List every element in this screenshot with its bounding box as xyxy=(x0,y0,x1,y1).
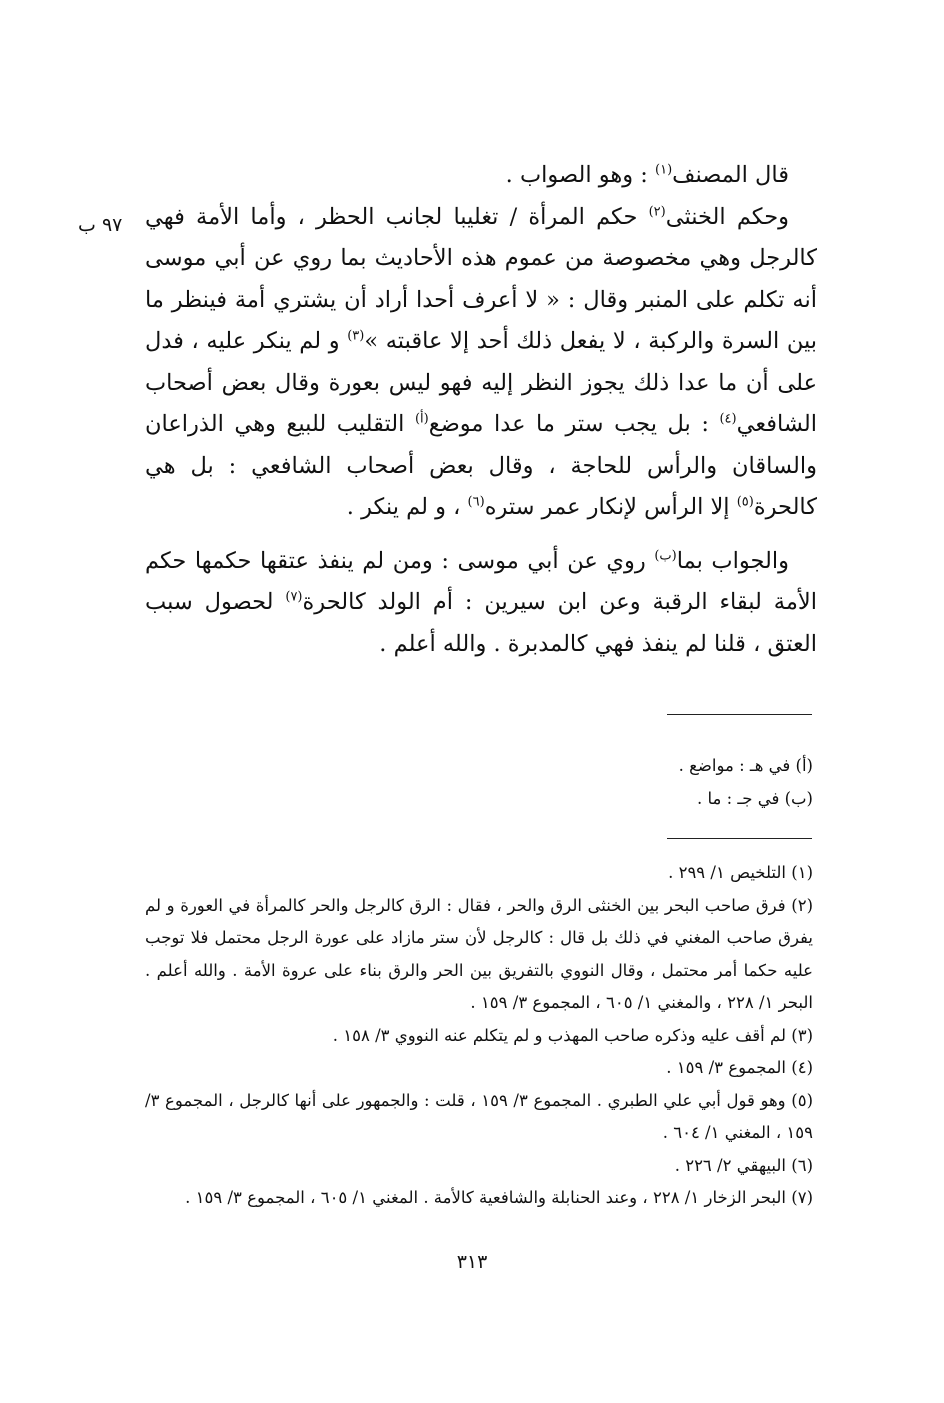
variant-ref-b[interactable]: (ب) xyxy=(654,548,677,563)
footnotes-divider xyxy=(667,838,812,839)
text-run: ، و لم ينكر . xyxy=(346,494,468,520)
footnote-5: (٥) وهو قول أبي علي الطبري . المجموع ٣/ ١٥٩ ، قلت : والجمهور على أنها كالرجل ، المجموع ٣/ ١٥٩ ، المغني ١/ ٦٠٤ . xyxy=(145,1090,813,1142)
footnote-ref-2[interactable]: (٢) xyxy=(648,204,666,219)
footnote-ref-5[interactable]: (٥) xyxy=(736,494,754,510)
text-run: لحصول سبب العتق ، قلنا لم ينفذ فهي كالمدبرة . والله أعلم . xyxy=(145,589,817,657)
text-run: روي عن أبي موسى : ومن لم ينفذ عتقها حكمها حكم الأمة لبقاء الرقبة وعن ابن سيرين : أم الولد كالحرة xyxy=(145,547,817,615)
main-text xyxy=(145,155,817,665)
main-paragraph-3 xyxy=(145,541,817,666)
text-run: والجواب بما xyxy=(676,547,789,574)
footnote-4: (٤) المجموع ٣/ ١٥٩ . xyxy=(666,1058,813,1077)
text-run: حكم المرأة / تغليبا لجانب الحظر ، وأما الأمة فهي كالرجل وهي مخصوصة من عموم هذه الأحاديث بما روي عن أبي موسى أنه تكلم على المنبر وقال : « لا أعرف أحدا أراد أن يشتري أمة فينظر ما بين السرة والركبة ، لا يفعل ذلك أحد إلا عاقبته » xyxy=(145,203,817,354)
footnote-ref-4[interactable]: (٤) xyxy=(719,411,737,427)
footnote-ref-1[interactable]: (١) xyxy=(655,162,673,178)
footnote-7: (٧) البحر الزخار ١/ ٢٢٨ ، وعند الحنابلة والشافعية كالأمة . المغني ١/ ٦٠٥ ، المجموع ٣/ ١٥٩ . xyxy=(185,1188,813,1207)
main-paragraph-1 xyxy=(145,155,817,197)
manuscript-folio-marker: ٩٧ ب xyxy=(78,214,123,236)
text-run: وحكم الخنثى xyxy=(665,203,790,230)
text-run: و لم ينكر عليه ، فدل على أن ما عدا ذلك يجوز النظر إليه فهو ليس بعورة وقال بعض أصحاب الشافعي xyxy=(145,328,817,437)
text-run: : وهو الصواب . xyxy=(505,162,656,188)
text-run: قال المصنف xyxy=(672,162,789,188)
text-run: : بل يجب ستر ما عدا موضع xyxy=(428,411,720,437)
footnote-ref-3[interactable]: (٣) xyxy=(347,328,365,344)
variant-ref-a[interactable]: (أ) xyxy=(414,411,429,427)
footnote-ref-6[interactable]: (٦) xyxy=(467,494,485,510)
variant-note-b: (ب) في جـ : ما . xyxy=(697,789,813,808)
text-run: التقليب للبيع وهي الذراعان والساقان والرأس للحاجة ، وقال بعض أصحاب الشافعي : بل هي كالحرة xyxy=(145,411,817,520)
footnotes xyxy=(145,857,813,1215)
footnote-3: (٣) لم أقف عليه وذكره صاحب المهذب و لم يتكلم عنه النووي ٣/ ١٥٨ . xyxy=(332,1025,813,1045)
variants-divider xyxy=(667,714,812,715)
main-paragraph-2 xyxy=(145,197,817,529)
footnote-ref-7[interactable]: (٧) xyxy=(285,589,303,605)
footnote-1: (١) التلخيص ١/ ٢٩٩ . xyxy=(668,863,813,882)
text-run: إلا الرأس لإنكار عمر ستره xyxy=(484,494,737,520)
footnote-2: (٢) فرق صاحب البحر بين الخنثى الرق والحر ، فقال : الرق كالرجل والحر كالمرأة في العورة و لم يفرق صاحب المغني في ذلك بل قال : كالرجل لأن ستر مازاد على عورة الرجل محتمل فلا توجب عليه حكما أمر محتمل ، وقال النووي بالتفريق بين الحر والرق بناء على عروة الأمة . والله أعلم . البحر ١/ ٢٢٨ ، والمغني ١/ ٦٠٥ ، المجموع ٣/ ١٥٩ . xyxy=(145,895,813,1012)
manuscript-variants xyxy=(145,749,813,815)
footnote-6: (٦) البيهقي ٢/ ٢٢٦ . xyxy=(674,1155,813,1175)
page-number: ٣١٣ xyxy=(456,1251,488,1273)
variant-note-a: (أ) في هـ : مواضع . xyxy=(678,756,813,775)
